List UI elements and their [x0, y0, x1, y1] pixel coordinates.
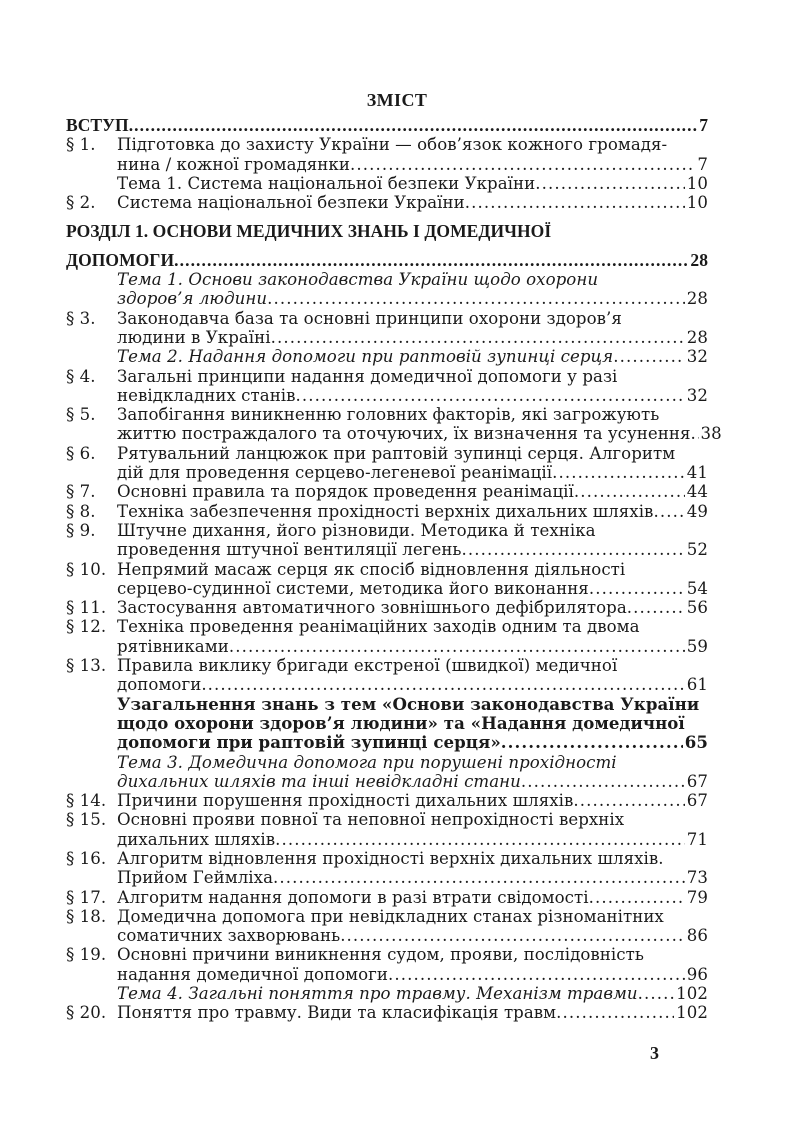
section-number: § 18. [66, 906, 107, 926]
toc-line [66, 463, 708, 482]
toc-line [66, 772, 708, 791]
section-number: § 2. [66, 193, 96, 213]
page-ref: 28 [690, 249, 708, 270]
entry-title: щодо охорони здоров’я людини» та «Надання домедичної [117, 712, 685, 733]
toc-line [66, 521, 708, 540]
section-number: § 12. [66, 617, 107, 637]
toc-line [66, 347, 708, 366]
page-ref: 86 [686, 926, 708, 946]
entry-title: Причини порушення прохідності дихальних шляхів [117, 791, 574, 811]
dot-leader [296, 386, 685, 405]
section-number: § 19. [66, 945, 107, 965]
toc-entry [66, 116, 708, 135]
toc-line [66, 1003, 708, 1022]
entry-title: Правила виклику бригади екстреної (швидкої) медичної [117, 656, 618, 676]
page-ref: 10 [686, 193, 708, 213]
section-number: § 16. [66, 848, 107, 868]
section-number: § 9. [66, 520, 96, 540]
toc-entry [66, 521, 708, 560]
page-ref: 67 [686, 771, 708, 791]
toc-line [66, 637, 708, 656]
page-ref: 65 [684, 732, 708, 753]
dot-leader [556, 1003, 674, 1022]
page-ref: 71 [686, 829, 708, 849]
toc-line [66, 617, 708, 636]
dot-leader [552, 463, 685, 482]
dot-leader [462, 540, 685, 559]
toc-line [66, 251, 708, 270]
entry-title: допомоги [117, 675, 202, 695]
section-number: § 20. [66, 1003, 107, 1023]
section-number: § 5. [66, 405, 96, 425]
dot-leader [129, 116, 697, 135]
entry-title: дій для проведення серцево-легеневої реанімації [117, 463, 553, 483]
page-ref: 102 [676, 1003, 708, 1023]
page-ref: 52 [686, 540, 708, 560]
section-number: § 14. [66, 791, 107, 811]
dot-leader [201, 675, 684, 694]
toc-line [66, 289, 708, 308]
page-ref: 32 [686, 347, 708, 367]
toc-line [66, 222, 708, 241]
table-of-contents [66, 115, 722, 1023]
dot-leader [535, 174, 685, 193]
toc-entry [66, 753, 708, 792]
dot-leader [574, 482, 685, 501]
toc-line [66, 753, 708, 772]
entry-title: Тема 1. Система національної безпеки України [117, 173, 536, 193]
toc-line [66, 579, 708, 598]
page-ref: 32 [686, 385, 708, 405]
toc-entry [66, 791, 708, 810]
dot-leader [388, 965, 685, 984]
section-number: § 4. [66, 366, 96, 386]
page-ref: 44 [686, 482, 708, 502]
toc-entry [66, 367, 708, 406]
entry-title: Загальні принципи надання домедичної допомоги у разі [117, 366, 618, 386]
dot-leader [273, 868, 685, 887]
page-ref: 102 [676, 984, 708, 1004]
entry-title: РОЗДІЛ 1. ОСНОВИ МЕДИЧНИХ ЗНАНЬ І ДОМЕДИЧНОЇ [66, 221, 552, 242]
entry-title: надання домедичної допомоги [117, 964, 388, 984]
toc-line [66, 560, 708, 579]
toc-entry [66, 174, 708, 193]
toc-line [66, 155, 708, 174]
toc-entry [66, 193, 708, 212]
entry-title: Законодавча база та основні принципи охорони здоров’я [117, 308, 622, 328]
dot-leader [613, 347, 685, 366]
section-number: § 17. [66, 887, 107, 907]
toc-line [66, 135, 708, 154]
toc-line [66, 656, 708, 675]
toc-line [66, 116, 708, 135]
toc-line [66, 733, 708, 752]
entry-title: Техніка проведення реанімаційних заходів одним та двома [117, 617, 640, 637]
toc-entry [66, 598, 708, 617]
toc-line [66, 791, 708, 810]
entry-title: Алгоритм надання допомоги в разі втрати свідомості [117, 887, 589, 907]
section-number: § 1. [66, 135, 96, 155]
dot-leader [589, 579, 685, 598]
section-number: § 13. [66, 656, 107, 676]
toc-line [66, 830, 708, 849]
toc-line [66, 675, 708, 694]
section-number: § 11. [66, 598, 107, 618]
page-ref: 28 [686, 289, 708, 309]
page-number: 3 [650, 1043, 660, 1063]
toc-line [66, 945, 708, 964]
entry-title: дихальних шляхів та інші невідкладні стани [117, 771, 521, 791]
toc-entry [66, 849, 708, 888]
toc-entry [66, 270, 708, 309]
toc-line [66, 907, 708, 926]
entry-title: життю постраждалого та оточуючих, їх визначення та усунення [117, 424, 691, 444]
entry-title: Тема 4. Загальні поняття про травму. Механізм травми [117, 984, 638, 1004]
dot-leader [174, 251, 688, 270]
entry-title: допомоги при раптовій зупинці серця» [117, 732, 501, 753]
toc-line [66, 482, 708, 501]
section-number: § 6. [66, 443, 96, 463]
toc-entry [66, 502, 708, 521]
page-ref: 38 [700, 424, 722, 444]
toc-entry [66, 1003, 708, 1022]
toc-line [66, 868, 708, 887]
entry-title: Тема 1. Основи законодавства України щодо охорони [117, 270, 599, 290]
page-ref: 54 [686, 578, 708, 598]
dot-leader [267, 289, 685, 308]
entry-title: соматичних захворювань [117, 926, 341, 946]
entry-title: Запобігання виникненню головних факторів, які загрожують [117, 405, 660, 425]
toc-entry [66, 617, 708, 656]
toc-line [66, 965, 708, 984]
toc-line [66, 328, 708, 347]
page-ref: 7 [697, 154, 708, 174]
dot-leader [589, 888, 685, 907]
page-ref: 61 [686, 675, 708, 695]
entry-title: здоров’я людини [117, 289, 268, 309]
dot-leader [521, 772, 685, 791]
page-ref: 96 [686, 964, 708, 984]
page-ref: 41 [686, 463, 708, 483]
toc-line [66, 984, 708, 1003]
entry-title: Непрямий масаж серця як спосіб відновлення діяльності [117, 559, 626, 579]
entry-title: Основні прояви повної та неповної непрохідності верхніх [117, 810, 625, 830]
toc-line [66, 502, 708, 521]
toc-entry [66, 560, 708, 599]
entry-title: дихальних шляхів [117, 829, 276, 849]
dot-leader [229, 637, 685, 656]
dot-leader [653, 502, 684, 521]
dot-leader [271, 328, 685, 347]
toc-entry [66, 309, 708, 348]
entry-title: серцево-судинної системи, методика його виконання [117, 578, 589, 598]
page-ref: 73 [686, 868, 708, 888]
entry-title: Узагальнення знань з тем «Основи законодавства України [117, 693, 700, 714]
toc-line [66, 695, 708, 714]
toc-entry [66, 135, 708, 174]
toc-line [66, 367, 708, 386]
page-ref: 79 [686, 887, 708, 907]
toc-entry [66, 656, 708, 695]
dot-leader [465, 193, 685, 212]
toc-line [66, 598, 708, 617]
page-ref: 28 [686, 327, 708, 347]
entry-title: Основні правила та порядок проведення реанімації [117, 482, 574, 502]
toc-entry [66, 888, 708, 907]
entry-title: Штучне дихання, його різновиди. Методика й техніка [117, 520, 596, 540]
entry-title: Прийом Геймліха [117, 868, 274, 888]
page-ref: 10 [686, 173, 708, 193]
page-ref: 56 [686, 598, 708, 618]
page-ref: 7 [699, 115, 708, 135]
dot-leader [350, 155, 695, 174]
toc-line [66, 926, 708, 945]
dot-leader [691, 424, 699, 443]
entry-title: рятівниками [117, 636, 229, 656]
toc-line [66, 540, 708, 559]
toc-entry [66, 907, 708, 946]
entry-title: Техніка забезпечення прохідності верхніх дихальних шляхів [117, 501, 654, 521]
page-ref: 67 [686, 791, 708, 811]
entry-title: Алгоритм відновлення прохідності верхніх дихальних шляхів. [117, 848, 664, 868]
toc-line [66, 444, 708, 463]
entry-title: Тема 3. Домедична допомога при порушені прохідності [117, 752, 617, 772]
entry-title: Основні причини виникнення судом, прояви, послідовність [117, 945, 644, 965]
toc-entry [66, 347, 708, 366]
toc-line [66, 810, 708, 829]
entry-title: ДОПОМОГИ [66, 249, 175, 270]
entry-title: ВСТУП [66, 115, 129, 135]
section-number: § 8. [66, 501, 96, 521]
section-number: § 15. [66, 810, 107, 830]
toc-entry [66, 405, 722, 444]
toc-line [66, 405, 708, 424]
page-title: ЗМІСТ [366, 90, 428, 110]
entry-title: людини в Україні [117, 327, 271, 347]
entry-title: Домедична допомога при невідкладних станах різноманітних [117, 906, 664, 926]
toc-entry [66, 810, 708, 849]
dot-leader [340, 926, 685, 945]
entry-title: нина / кожної громадянки [117, 154, 350, 174]
entry-title: невідкладних станів [117, 385, 296, 405]
toc-line [66, 174, 708, 193]
toc-line [66, 386, 708, 405]
section-number: § 3. [66, 308, 96, 328]
entry-title: проведення штучної вентиляції легень [117, 540, 462, 560]
dot-leader [627, 598, 685, 617]
page-ref: 49 [686, 501, 708, 521]
entry-title: Поняття про травму. Види та класифікація травм [117, 1003, 557, 1023]
toc-entry [66, 444, 708, 483]
section-number: § 7. [66, 482, 96, 502]
toc-entry [66, 695, 708, 753]
toc-line [66, 714, 708, 733]
toc-entry [66, 482, 708, 501]
toc-entry [66, 222, 708, 270]
page-ref: 59 [686, 636, 708, 656]
entry-title: Рятувальний ланцюжок при раптовій зупинці серця. Алгоритм [117, 443, 676, 463]
toc-line [66, 849, 708, 868]
dot-leader [275, 830, 685, 849]
toc-line [66, 424, 722, 444]
dot-leader [573, 791, 684, 810]
entry-title: Застосування автоматичного зовнішнього дефібрилятора [117, 598, 627, 618]
section-number: § 10. [66, 559, 107, 579]
toc-entry [66, 984, 708, 1003]
entry-title: Тема 2. Надання допомоги при раптовій зупинці серця [117, 347, 614, 367]
toc-line [66, 193, 708, 212]
dot-leader [501, 733, 683, 752]
toc-entry [66, 945, 708, 984]
entry-title: Система національної безпеки України [117, 193, 465, 213]
entry-title: Підготовка до захисту України — обов’язок кожного громадя- [117, 135, 668, 155]
toc-line [66, 309, 708, 328]
toc-line [66, 270, 708, 289]
toc-line [66, 888, 708, 907]
dot-leader [638, 984, 675, 1003]
